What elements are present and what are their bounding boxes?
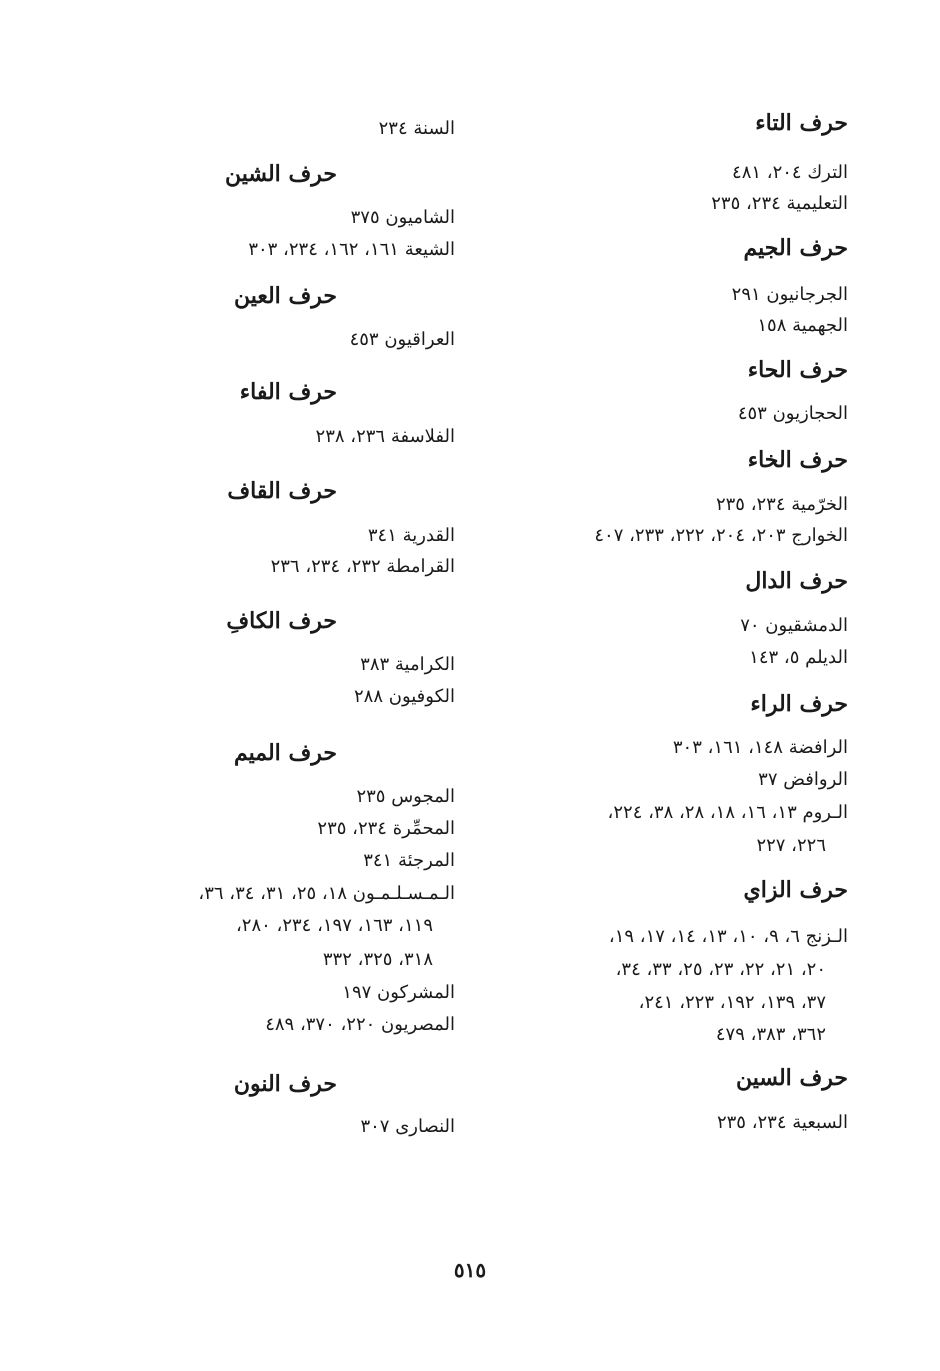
section-heading-nun: حرف النون [233,1071,337,1097]
section-heading-dal: حرف الدال [745,568,848,594]
index-entry-continuation: ٣٦٢، ٣٨٣، ٤٧٩ [715,1024,826,1045]
index-entry: القرامطة ٢٣٢، ٢٣٤، ٢٣٦ [270,556,455,577]
index-entry: العراقيون ٤٥٣ [349,329,455,350]
section-heading-ha: حرف الحاء [747,357,848,383]
index-entry: الـزنج ٦، ٩، ١٠، ١٣، ١٤، ١٧، ١٩، [608,926,848,947]
section-heading-zay: حرف الزاي [743,877,848,903]
section-heading-ta: حرف التاء [755,110,848,136]
section-heading-sin: حرف السين [735,1065,848,1091]
section-heading-kha: حرف الخاء [747,447,848,473]
index-entry: الرافضة ١٤٨، ١٦١، ٣٠٣ [672,737,848,758]
index-entry: الدمشقيون ٧٠ [740,615,848,636]
index-entry: الـمـسـلـمـون ١٨، ٢٥، ٣١، ٣٤، ٣٦، [198,883,455,904]
index-entry-continuation: ٢٢٦، ٢٢٧ [756,835,826,856]
index-entry: المجوس ٢٣٥ [356,786,455,807]
index-entry: المحمِّرة ٢٣٤، ٢٣٥ [317,818,455,839]
index-entry: المصريون ٢٢٠، ٣٧٠، ٤٨٩ [265,1014,455,1035]
page-number: ٥١٥ [453,1258,487,1282]
section-heading-fa: حرف الفاء [239,379,337,405]
index-entry-continuation: ٢٠، ٢١، ٢٢، ٢٣، ٢٥، ٣٣، ٣٤، [615,959,826,980]
index-entry: المشركون ١٩٧ [342,982,455,1003]
section-heading-qaf: حرف القاف [227,478,337,504]
index-entry: الشيعة ١٦١، ١٦٢، ٢٣٤، ٣٠٣ [248,239,455,260]
index-entry: الشاميون ٣٧٥ [350,207,455,228]
section-heading-mim: حرف الميم [233,740,337,766]
index-entry: الروافض ٣٧ [758,769,848,790]
index-entry: السنة ٢٣٤ [378,118,455,139]
index-entry: السبعية ٢٣٤، ٢٣٥ [716,1112,848,1133]
section-heading-jim: حرف الجيم [743,235,848,261]
index-entry: الديلم ٥، ١٤٣ [749,647,848,668]
section-heading-kaf: حرف الكافِ [226,608,337,634]
index-entry: الكوفيون ٢٨٨ [353,686,455,707]
index-entry: الجهمية ١٥٨ [757,315,848,336]
index-entry: الجرجانيون ٢٩١ [731,284,848,305]
section-heading-ayn: حرف العين [233,283,337,309]
index-entry: الخرّمية ٢٣٤، ٢٣٥ [715,494,848,515]
index-entry: الفلاسفة ٢٣٦، ٢٣٨ [315,426,455,447]
index-entry: التعليمية ٢٣٤، ٢٣٥ [711,193,848,214]
index-entry-continuation: ١١٩، ١٦٣، ١٩٧، ٢٣٤، ٢٨٠، [235,915,433,936]
index-entry: الحجازيون ٤٥٣ [737,403,848,424]
index-entry: المرجئة ٣٤١ [363,850,455,871]
index-entry: القدرية ٣٤١ [367,525,455,546]
section-heading-ra: حرف الراء [750,691,848,717]
index-entry-continuation: ٣١٨، ٣٢٥، ٣٣٢ [322,949,433,970]
index-entry: النصارى ٣٠٧ [360,1116,455,1137]
index-entry: الـروم ١٣، ١٦، ١٨، ٢٨، ٣٨، ٢٢٤، [607,802,848,823]
index-entry-continuation: ٣٧، ١٣٩، ١٩٢، ٢٢٣، ٢٤١، [638,992,826,1013]
index-entry: الترك ٢٠٤، ٤٨١ [732,162,848,183]
section-heading-shin: حرف الشين [224,161,337,187]
index-entry: الخوارج ٢٠٣، ٢٠٤، ٢٢٢، ٢٣٣، ٤٠٧ [594,525,848,546]
index-entry: الكرامية ٣٨٣ [360,654,455,675]
